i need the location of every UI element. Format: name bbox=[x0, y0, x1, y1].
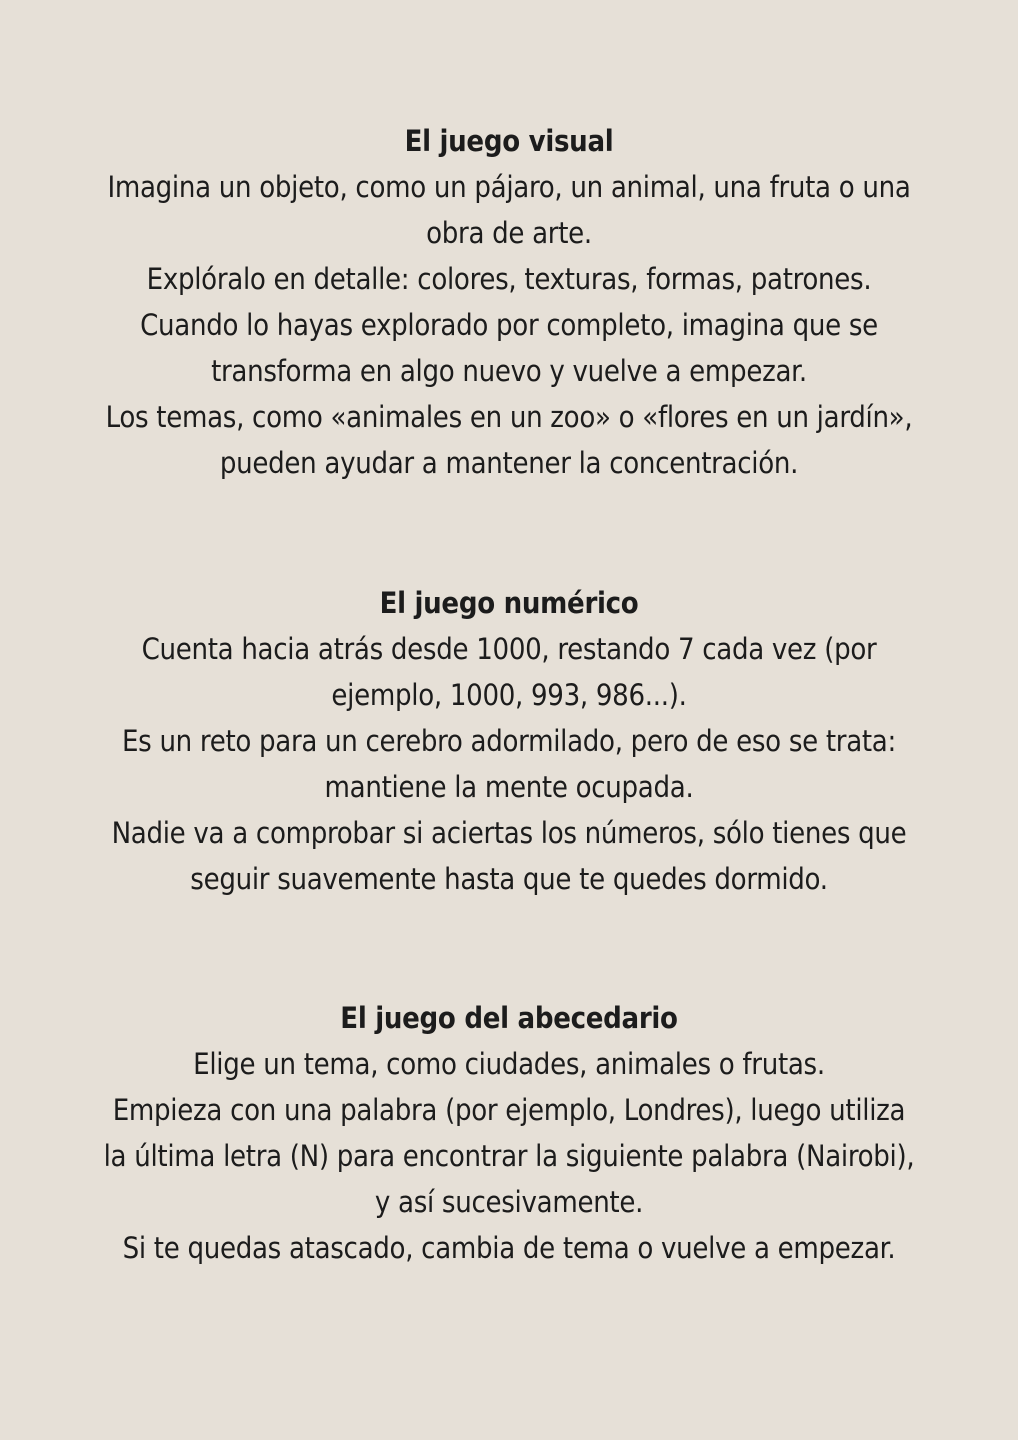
section-title: El juego visual bbox=[404, 124, 614, 158]
section-paragraph: Imagina un objeto, como un pájaro, un animal, una fruta o una obra de arte. bbox=[107, 170, 911, 250]
section-title: El juego numérico bbox=[379, 586, 639, 620]
section-paragraph: Explóralo en detalle: colores, texturas, formas, patrones. bbox=[146, 262, 872, 296]
section-visual-game bbox=[100, 118, 918, 486]
section-paragraph: Cuando lo hayas explorado por completo, imagina que se transforma en algo nuevo y vuelve a empezar. bbox=[140, 308, 878, 388]
section-paragraph: Empieza con una palabra (por ejemplo, Londres), luego utiliza la última letra (N) para encontrar la siguiente palabra (Nairobi), y así sucesivamente. bbox=[103, 1093, 915, 1219]
section-paragraph: Cuenta hacia atrás desde 1000, restando 7 cada vez (por ejemplo, 1000, 993, 986...). bbox=[141, 632, 877, 712]
section-paragraph: Elige un tema, como ciudades, animales o frutas. bbox=[193, 1047, 825, 1081]
section-title: El juego del abecedario bbox=[340, 1001, 678, 1035]
section-paragraph: Es un reto para un cerebro adormilado, pero de eso se trata: mantiene la mente ocupada. bbox=[121, 724, 896, 804]
section-paragraph: Si te quedas atascado, cambia de tema o vuelve a empezar. bbox=[122, 1231, 896, 1265]
section-paragraph: Los temas, como «animales en un zoo» o «flores en un jardín», pueden ayudar a mantener la concentración. bbox=[105, 400, 913, 480]
section-alphabet-game bbox=[100, 995, 918, 1271]
section-paragraph: Nadie va a comprobar si aciertas los números, sólo tienes que seguir suavemente hasta que te quedes dormido. bbox=[111, 816, 907, 896]
section-number-game bbox=[100, 580, 918, 902]
